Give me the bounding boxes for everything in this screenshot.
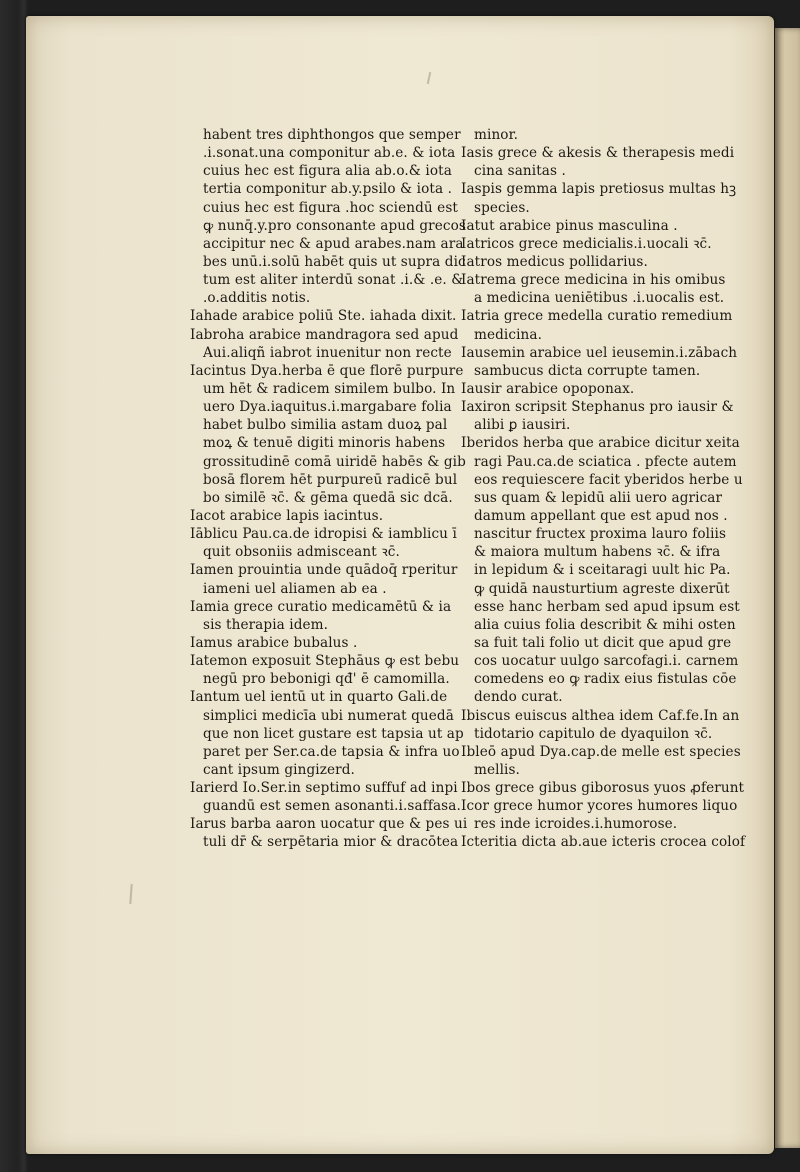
text-line: eos requiescere facit yberidos herbe u [474,471,743,488]
text-line: um hēt & radicem similem bulbo. In [203,380,456,397]
text-line: Icteritia dicta ab.aue icteris crocea colof [461,834,746,851]
text-line: sa fuit tali folio ut dicit que apud gre [474,634,732,651]
text-line: Ibos grece gibus giborosus yuos ꝓferunt [461,780,745,797]
text-line: nascitur fructex proxima lauro foliis [474,526,727,543]
page-mark [427,72,431,84]
text-line: .i.sonat.una componitur ab.e. & iota [203,145,456,162]
text-line: dendo curat. [474,689,563,706]
text-line: uero Dya.iaquitus.i.margabare folia [203,399,452,416]
text-line: Iarierd Io.Ser.in septimo suffuf ad inpi [190,780,458,797]
text-line: Iatrema grece medicina in his omibus [461,272,726,289]
text-line: res inde icroides.i.humorose. [474,816,678,833]
text-line: ragi Pau.ca.de sciatica . pfecte autem [474,453,737,470]
text-line: cant ipsum gingizerd. [203,761,355,778]
text-line: quit obsoniis admisceant ꝛc̄. [203,544,400,561]
text-line: esse hanc herbam sed apud ipsum est [474,598,740,615]
text-line: accipitur nec & apud arabes.nam ara [203,235,464,252]
adjacent-page-edge [775,28,800,1148]
text-line: mellis. [474,761,520,778]
text-line: Iatria grece medella curatio remedium [461,308,733,325]
text-line: tuli dr̄ & serpētaria mior & dracōtea [203,834,459,851]
text-line: Iausir arabice opoponax. [461,380,635,397]
text-line: sis therapia idem. [203,616,329,633]
text-line: Iatros medicus pollidarius. [461,253,648,270]
text-line: Ibiscus euiscus althea idem Caf.fe.In an [461,707,740,724]
text-line: Ibleō apud Dya.cap.de melle est species [461,743,741,760]
text-line: ꝙ nunq̄.y.pro consonante apud grecos [203,217,466,234]
text-line: Iatricos grece medicialis.i.uocali ꝛc̄. [461,235,712,252]
text-line: .o.additis notis. [203,290,311,307]
text-line: a medicina ueniētibus .i.uocalis est. [474,290,725,307]
text-line: medicina. [474,326,543,343]
text-line: Iamen prouintia unde quādoq̄ rperitur [190,562,458,579]
text-line: Iahade arabice poliū Ste. iahada dixit. [190,308,457,325]
text-line: guandū est semen asonanti.i.saffasa. [203,798,461,815]
text-line: bo similē ꝛc̄. & gēma quedā sic dcā. [203,489,453,506]
text-line: Iamia grece curatio medicamētū & ia [190,598,452,615]
text-line: Aui.aliqñ iabrot inuenitur non recte [203,344,452,361]
text-line: minor. [474,127,519,143]
text-line: Iacot arabice lapis iacintus. [190,507,384,524]
text-line: species. [474,199,530,216]
text-line: que non licet gustare est tapsia ut ap [203,725,464,742]
text-line: Iberidos herba que arabice dicitur xeita [461,435,740,452]
text-line: Iatemon exposuit Stephāus ꝙ est bebu [190,653,460,670]
text-line: comedens eo ꝙ radix eius fistulas cōe [474,671,737,688]
text-line: cuius hec est figura .hoc sciendū est [203,199,458,216]
text-line: habent tres diphthongos que semper [203,127,461,143]
left-text-column [190,126,468,852]
text-line: Iamus arabice bubalus . [190,634,358,651]
text-line: Iāblicu Pau.ca.de idropisi & iamblicu ī [190,526,457,543]
text-line: cuius hec est figura alia ab.o.& iota [203,163,452,180]
text-line: Icor grece humor ycores humores liquo [461,798,738,815]
text-line: damum appellant que est apud nos . [474,507,728,524]
text-line: Iaxiron scripsit Stephanus pro iausir & [461,399,734,416]
text-line: tidotario capitulo de dyaquilon ꝛc̄. [474,725,713,742]
text-line: alia cuius folia describit & mihi osten [474,616,736,633]
text-line: ꝙ quidā nausturtium agreste dixerūt [474,580,730,597]
text-line: tum est aliter interdū sonat .i.& .e. & [203,272,464,289]
text-line: Iabroha arabice mandragora sed apud [190,326,459,343]
text-line: Iacintus Dya.herba ē que florē purpure [190,362,464,379]
text-line: grossitudinē comā uiridē habēs & gib [203,453,466,470]
text-line: alibi ꝑ iausiri. [474,417,571,434]
text-line: paret per Ser.ca.de tapsia & infra uo [203,743,460,760]
text-line: Iatut arabice pinus masculina . [461,217,678,234]
text-line: habet bulbo similia astam duoꝝ pal [203,417,448,434]
text-line: cina sanitas . [474,163,566,180]
text-line: & maiora multum habens ꝛc̄. & ifra [474,544,721,561]
text-line: cos uocatur uulgo sarcofagi.i. carnem [474,653,739,670]
text-line: iameni uel aliamen ab ea . [203,580,387,597]
text-line: moꝝ & tenuē digiti minoris habens [203,435,446,452]
text-line: Iasis grece & akesis & therapesis medi [461,145,735,162]
right-text-column [461,126,746,852]
text-line: in lepidum & i sceitaragi uult hic Pa. [474,562,731,579]
text-line: sambucus dicta corrupte tamen. [474,362,701,379]
text-line: simplici medicīa ubi numerat quedā [203,707,454,724]
text-line: sus quam & lepidū alii uero agricar [474,489,723,506]
text-line: tertia componitur ab.y.psilo & iota . [203,181,453,198]
text-line: bosā florem hēt purpureū radicē bul [203,471,458,488]
text-line: Iantum uel ientū ut in quarto Gali.de [190,689,448,706]
text-line: bes unū.i.solū habēt quis ut supra dic [203,253,466,270]
text-line: negū pro bebonigi qđ' ē camomilla. [203,671,450,688]
text-line: Iaspis gemma lapis pretiosus multas hꝫ [461,181,737,198]
text-line: Iarus barba aaron uocatur que & pes ui [190,816,468,833]
text-line: Iausemin arabice uel ieusemin.i.zābach [461,344,738,361]
page-mark [129,884,132,904]
